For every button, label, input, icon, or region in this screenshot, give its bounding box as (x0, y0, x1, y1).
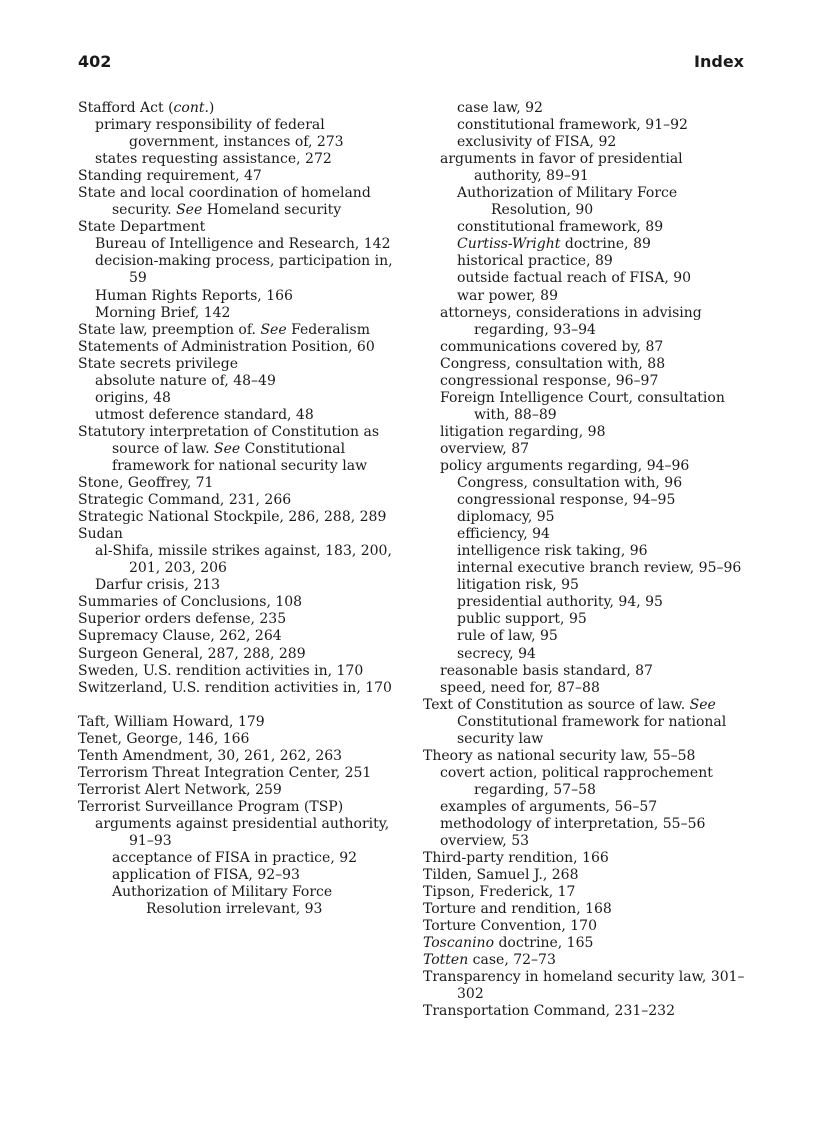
index-entry: State Department (78, 219, 206, 236)
index-subentry: overview, 53 (440, 833, 530, 850)
index-subentry: rule of law, 95 (457, 628, 558, 645)
index-entry: State secrets privilege (78, 355, 239, 372)
index-entry: Torture and rendition, 168 (423, 901, 612, 918)
index-subentry: presidential authority, 94, 95 (457, 594, 663, 611)
index-subentry: reasonable basis standard, 87 (440, 662, 653, 679)
index-subentry: litigation risk, 95 (457, 577, 579, 594)
index-subentry: application of FISA, 92–93 (112, 867, 300, 884)
index-entry: Text of Constitution as source of law. See Constitutional framework for national security law (423, 696, 727, 747)
index-subentry: Authorization of Military Force Resolution irrelevant, 93 (112, 884, 333, 918)
index-entry: Tipson, Frederick, 17 (423, 884, 576, 901)
index-entry: Third-party rendition, 166 (423, 850, 609, 867)
index-subentry: internal executive branch review, 95–96 (457, 560, 742, 577)
index-subentry: attorneys, considerations in advising regarding, 93–94 (440, 304, 702, 338)
index-entry: Theory as national security law, 55–58 (423, 747, 696, 764)
index-entry: Superior orders defense, 235 (78, 611, 287, 628)
index-entry: Terrorism Threat Integration Center, 251 (78, 764, 372, 781)
index-entry: Taft, William Howard, 179 (78, 713, 265, 730)
index-subentry: litigation regarding, 98 (440, 423, 606, 440)
index-entry: Torture Convention, 170 (423, 918, 597, 935)
index-entry: Totten case, 72–73 (423, 952, 556, 969)
index-subentry: Authorization of Military Force Resolution, 90 (457, 185, 678, 219)
index-column-left (78, 100, 400, 918)
index-entry: Supremacy Clause, 262, 264 (78, 628, 282, 645)
index-subentry: states requesting assistance, 272 (95, 151, 332, 168)
letter-group-gap (78, 697, 400, 714)
index-entry: Terrorist Alert Network, 259 (78, 781, 282, 798)
index-subentry: secrecy, 94 (457, 645, 536, 662)
index-entry: State law, preemption of. See Federalism (78, 321, 371, 338)
index-subentry: acceptance of FISA in practice, 92 (112, 850, 358, 867)
index-entry: Sudan (78, 526, 123, 543)
index-subentry: overview, 87 (440, 440, 530, 457)
index-entry: Standing requirement, 47 (78, 168, 262, 185)
index-subentry: covert action, political rapprochement regarding, 57–58 (440, 764, 713, 798)
index-column-right (423, 100, 748, 1021)
index-entry: Statements of Administration Position, 60 (78, 338, 375, 355)
page-number: 402 (78, 52, 112, 71)
index-entry: Tenth Amendment, 30, 261, 262, 263 (78, 747, 343, 764)
index-subentry: Morning Brief, 142 (95, 304, 231, 321)
index-entry: Toscanino doctrine, 165 (423, 935, 594, 952)
index-subentry: methodology of interpretation, 55–56 (440, 815, 706, 832)
index-subentry: historical practice, 89 (457, 253, 613, 270)
index-entry: Statutory interpretation of Constitution as source of law. See Constitutional framework for national security law (78, 423, 379, 474)
index-subentry: arguments against presidential authority, 91–93 (95, 815, 390, 849)
index-subentry: diplomacy, 95 (457, 509, 555, 526)
index-subentry: Bureau of Intelligence and Research, 142 (95, 236, 391, 253)
index-entry: Transportation Command, 231–232 (423, 1003, 675, 1020)
index-subentry: case law, 92 (457, 100, 543, 116)
index-subentry: outside factual reach of FISA, 90 (457, 270, 692, 287)
index-entry: Tenet, George, 146, 166 (78, 730, 250, 747)
index-entry: Stafford Act (cont.) (78, 100, 215, 116)
index-subentry: primary responsibility of federal government, instances of, 273 (95, 117, 344, 151)
index-subentry: origins, 48 (95, 389, 171, 406)
index-entry: Stone, Geoffrey, 71 (78, 475, 214, 492)
index-subentry: speed, need for, 87–88 (440, 679, 600, 696)
index-subentry: constitutional framework, 91–92 (457, 117, 688, 134)
index-subentry: congressional response, 94–95 (457, 492, 676, 509)
index-entry: Surgeon General, 287, 288, 289 (78, 645, 306, 662)
index-subentry: examples of arguments, 56–57 (440, 798, 658, 815)
index-subentry: utmost deference standard, 48 (95, 406, 314, 423)
index-entry: Strategic Command, 231, 266 (78, 492, 292, 509)
index-subentry: public support, 95 (457, 611, 587, 628)
index-subentry: arguments in favor of presidential authority, 89–91 (440, 151, 683, 185)
index-subentry: policy arguments regarding, 94–96 (440, 457, 690, 474)
index-subentry: absolute nature of, 48–49 (95, 372, 276, 389)
index-subentry: Foreign Intelligence Court, consultation with, 88–89 (440, 389, 725, 423)
index-subentry: exclusivity of FISA, 92 (457, 134, 617, 151)
index-subentry: Darfur crisis, 213 (95, 577, 221, 594)
page-header (78, 52, 744, 76)
index-subentry: congressional response, 96–97 (440, 372, 659, 389)
index-subentry: al-Shifa, missile strikes against, 183, 200, 201, 203, 206 (95, 543, 392, 577)
index-entry: Summaries of Conclusions, 108 (78, 594, 303, 611)
index-entry: Terrorist Surveillance Program (TSP) (78, 798, 344, 815)
section-title: Index (694, 52, 744, 71)
index-entry: Transparency in homeland security law, 301–302 (423, 969, 745, 1003)
index-entry: Strategic National Stockpile, 286, 288, 289 (78, 509, 387, 526)
index-entry: Tilden, Samuel J., 268 (423, 867, 579, 884)
index-subentry: intelligence risk taking, 96 (457, 543, 648, 560)
index-subentry: Congress, consultation with, 88 (440, 355, 666, 372)
index-subentry: communications covered by, 87 (440, 338, 664, 355)
index-subentry: war power, 89 (457, 287, 559, 304)
index-subentry: constitutional framework, 89 (457, 219, 664, 236)
index-subentry: Human Rights Reports, 166 (95, 287, 293, 304)
index-entry: Switzerland, U.S. rendition activities in, 170 (78, 679, 392, 696)
index-entry: Sweden, U.S. rendition activities in, 170 (78, 662, 364, 679)
index-subentry: decision-making process, participation in, 59 (95, 253, 393, 287)
index-entry: State and local coordination of homeland security. See Homeland security (78, 185, 371, 219)
index-subentry: Congress, consultation with, 96 (457, 475, 683, 492)
index-subentry: Curtiss-Wright doctrine, 89 (457, 236, 651, 253)
index-subentry: efficiency, 94 (457, 526, 550, 543)
